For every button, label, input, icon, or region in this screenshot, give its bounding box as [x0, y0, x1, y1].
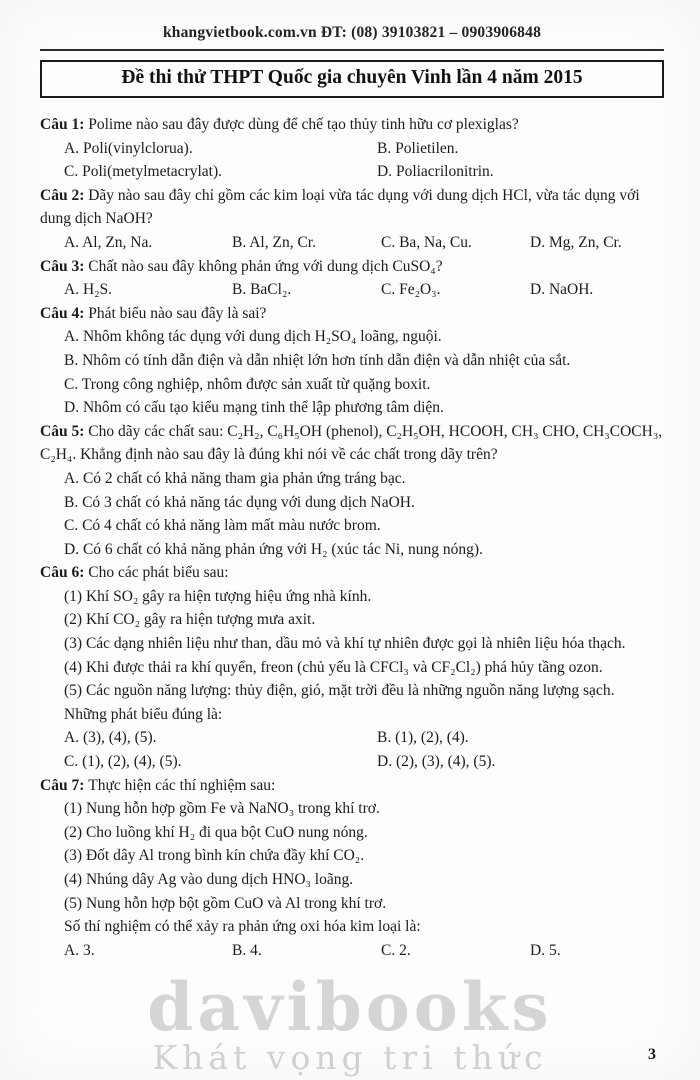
watermark-slogan: Khát vọng tri thức — [152, 1038, 548, 1077]
question-block — [40, 561, 664, 773]
questions — [40, 113, 664, 962]
question-block — [40, 184, 664, 255]
statement-line: (2) Cho luồng khí H₂ đi qua bột CuO nung nóng. — [64, 823, 368, 841]
answer-option: B. Polietilen. — [377, 139, 459, 157]
answer-option: C. Có 4 chất có khả năng làm mất màu nước brom. — [64, 517, 381, 535]
answer-option: C. Trong công nghiệp, nhôm được sản xuất từ quặng boxit. — [64, 375, 431, 393]
options-group — [40, 467, 664, 561]
answer-option: D. Mg, Zn, Cr. — [530, 233, 622, 251]
options-group — [40, 939, 664, 963]
answer-option: C. Fe₂O₃. — [381, 281, 441, 299]
watermark — [0, 968, 700, 1078]
statement-line: (4) Nhúng dây Ag vào dung dịch HNO₃ loãng. — [64, 871, 354, 888]
question-stem: Câu 4: Phát biểu nào sau đây là sai? — [40, 304, 267, 322]
answer-option: B. (1), (2), (4). — [377, 729, 469, 747]
answer-option: C. 2. — [381, 941, 411, 959]
answer-option: B. BaCl₂. — [232, 281, 292, 299]
answer-option: A. Poli(vinylclorua). — [64, 139, 193, 157]
question-stem: Câu 7: Thực hiện các thí nghiệm sau: — [40, 776, 276, 794]
statement-line: (5) Các nguồn năng lượng: thủy điện, gió, mặt trời đều là những nguồn năng lượng sạch. — [64, 682, 615, 700]
question-label: Câu 1: — [40, 116, 89, 133]
answer-option: B. 4. — [232, 941, 262, 959]
answer-option: D. Poliacrilonitrin. — [377, 163, 494, 181]
question-label: Câu 2: — [40, 186, 89, 204]
question-label: Câu 5: — [40, 422, 89, 440]
question-stem: Câu 3: Chất nào sau đây không phản ứng với dung dịch CuSO₄? — [40, 257, 443, 275]
site-header-contact: khangvietbook.com.vn ĐT: (08) 39103821 – 0903906848 — [162, 24, 542, 41]
answer-option: D. NaOH. — [530, 281, 594, 299]
question-stem: Câu 5: Cho dãy các chất sau: C₂H₂, C₆H₅OH (phenol), C₂H₅OH, HCOOH, CH₃ CHO, CH₃COCH₃, C₂H₄. Khẳng định nào sau đây là đúng khi nói về các chất trong dãy trên? — [40, 422, 663, 464]
answer-option: D. 5. — [530, 941, 561, 959]
answer-option: B. Có 3 chất có khả năng tác dụng với dung dịch NaOH. — [64, 493, 415, 511]
statement-line: (4) Khi được thải ra khí quyển, freon (chủ yếu là CFCl₃ và CF₂Cl₂) phá hủy tầng ozon. — [64, 658, 603, 676]
answer-option: D. Nhôm có cấu tạo kiểu mạng tinh thể lập phương tâm diện. — [64, 399, 444, 417]
question-footer-line: Những phát biểu đúng là: — [64, 705, 223, 723]
statement-line: (3) Các dạng nhiên liệu như than, dầu mỏ và khí tự nhiên được gọi là nhiên liệu hóa thạch. — [64, 635, 626, 653]
header-rule — [40, 49, 664, 51]
question-stem: Câu 2: Dãy nào sau đây chỉ gồm các kim loại vừa tác dụng với dung dịch HCl, vừa tác dụng với dung dịch NaOH? — [40, 186, 640, 228]
answer-option: C. Poli(metylmetacrylat). — [64, 163, 222, 181]
options-group — [40, 137, 664, 184]
options-group — [40, 325, 664, 419]
statement-line: (1) Khí SO₂ gây ra hiện tượng hiệu ứng nhà kính. — [64, 587, 372, 605]
answer-option: A. Nhôm không tác dụng với dung dịch H₂SO₄ loãng, nguội. — [64, 328, 442, 346]
answer-option: A. Al, Zn, Na. — [64, 233, 153, 251]
question-block — [40, 113, 664, 184]
question-block — [40, 255, 664, 302]
answer-option: D. Có 6 chất có khả năng phản ứng với H₂ (xúc tác Ni, nung nóng). — [64, 540, 483, 558]
options-group — [40, 726, 664, 773]
statement-line: (5) Nung hỗn hợp bột gồm CuO và Al trong khí trơ. — [64, 894, 387, 912]
answer-option: A. H₂S. — [64, 281, 113, 299]
question-stem: Câu 6: Cho các phát biểu sau: — [40, 564, 229, 582]
answer-option: A. Có 2 chất có khả năng tham gia phản ứng tráng bạc. — [64, 469, 406, 487]
answer-option: B. Nhôm có tính dẫn điện và dẫn nhiệt lớn hơn tính dẫn điện và dẫn nhiệt của sắt. — [64, 351, 571, 369]
answer-option: A. (3), (4), (5). — [64, 729, 157, 747]
question-label: Câu 3: — [40, 257, 89, 275]
question-label: Câu 7: — [40, 776, 89, 794]
question-footer-line: Số thí nghiệm có thể xảy ra phản ứng oxi hóa kim loại là: — [64, 918, 421, 936]
question-label: Câu 4: — [40, 304, 89, 322]
question-block — [40, 420, 664, 562]
answer-option: D. (2), (3), (4), (5). — [377, 753, 496, 771]
answer-option: C. (1), (2), (4), (5). — [64, 753, 182, 771]
question-block — [40, 302, 664, 420]
statement-line: (2) Khí CO₂ gây ra hiện tượng mưa axit. — [64, 611, 316, 629]
question-block — [40, 774, 664, 963]
question-stem: Câu 1: Polime nào sau đây được dùng để chế tạo thủy tinh hữu cơ plexiglas? — [40, 116, 519, 133]
options-group — [40, 231, 664, 255]
answer-option: B. Al, Zn, Cr. — [232, 233, 316, 251]
statement-line: (3) Đốt dây Al trong bình kín chứa đầy khí CO₂. — [64, 847, 365, 865]
statement-line: (1) Nung hỗn hợp gồm Fe và NaNO₃ trong khí trơ. — [64, 800, 380, 818]
options-group — [40, 278, 664, 302]
answer-option: C. Ba, Na, Cu. — [381, 233, 472, 251]
answer-option: A. 3. — [64, 941, 95, 959]
exam-title: Đề thi thử THPT Quốc gia chuyên Vinh lần 4 năm 2015 — [40, 60, 664, 98]
watermark-brand: davibooks — [147, 968, 553, 1046]
page-number: 3 — [648, 1046, 656, 1063]
question-label: Câu 6: — [40, 564, 89, 582]
